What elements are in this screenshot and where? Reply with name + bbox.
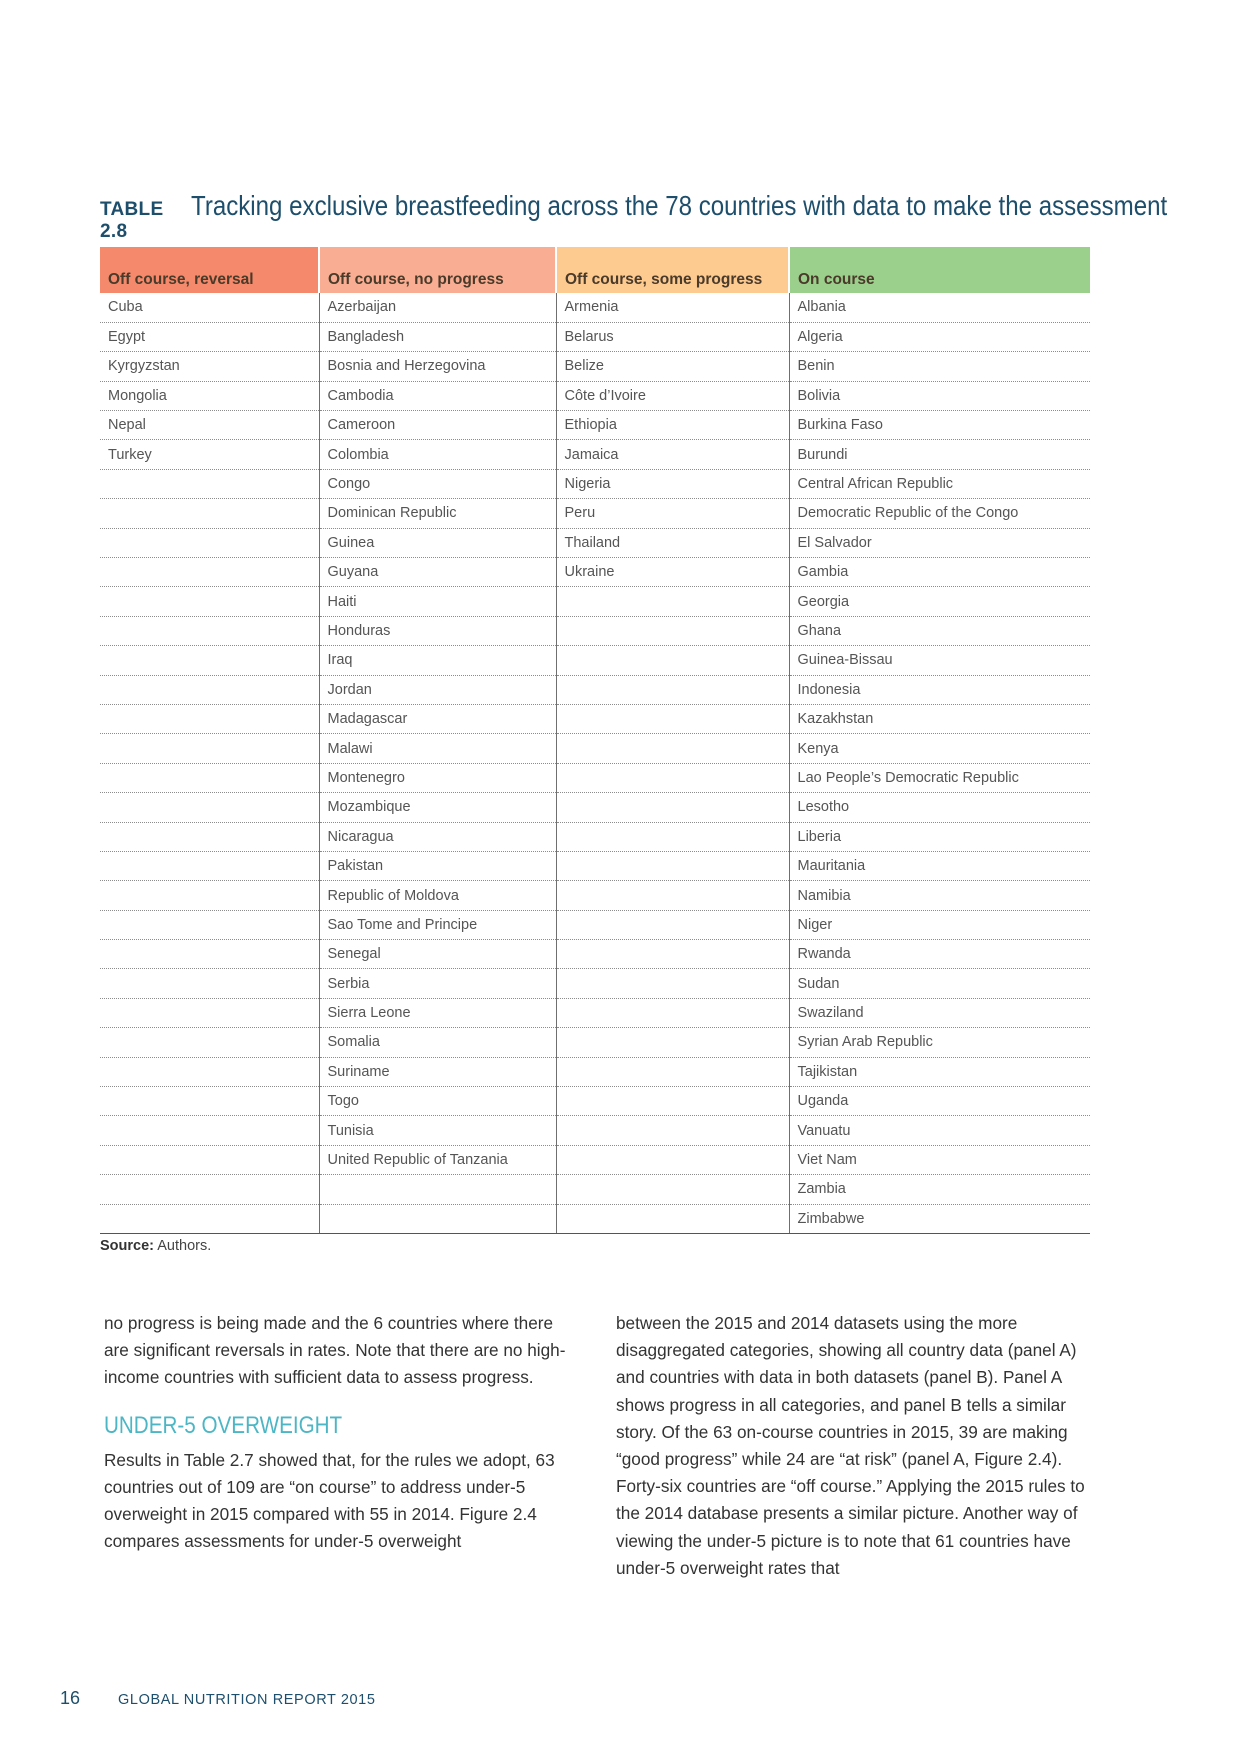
source-label: Source: — [100, 1238, 154, 1254]
table-row — [100, 704, 1090, 733]
table-cell — [100, 1145, 319, 1174]
table-cell: Sudan — [789, 969, 1090, 998]
table-cell: Burundi — [789, 440, 1090, 469]
table-cell: Republic of Moldova — [319, 881, 556, 910]
table-body — [100, 293, 1090, 1234]
table-cell: Gambia — [789, 558, 1090, 587]
table-title-row — [100, 190, 1168, 243]
table-row — [100, 1087, 1090, 1116]
table-cell — [556, 1175, 789, 1204]
table-cell — [319, 1175, 556, 1204]
table-cell: Cambodia — [319, 381, 556, 410]
table-row — [100, 1057, 1090, 1086]
table-cell: Congo — [319, 469, 556, 498]
table-cell: Central African Republic — [789, 469, 1090, 498]
table-cell: Cuba — [100, 293, 319, 322]
table-cell: Pakistan — [319, 851, 556, 880]
table-cell: Tunisia — [319, 1116, 556, 1145]
table-cell: Belize — [556, 352, 789, 381]
table-row — [100, 440, 1090, 469]
table-row — [100, 940, 1090, 969]
table-cell — [100, 616, 319, 645]
table-cell: Niger — [789, 910, 1090, 939]
table-cell: Haiti — [319, 587, 556, 616]
page-number: 16 — [60, 1688, 81, 1708]
table-cell: Tajikistan — [789, 1057, 1090, 1086]
table-row — [100, 587, 1090, 616]
table-cell — [100, 881, 319, 910]
table-row — [100, 793, 1090, 822]
table-cell — [556, 969, 789, 998]
table-cell: Ukraine — [556, 558, 789, 587]
table-cell: Bolivia — [789, 381, 1090, 410]
table-cell: Lesotho — [789, 793, 1090, 822]
table-cell — [100, 851, 319, 880]
table-cell: Azerbaijan — [319, 293, 556, 322]
table-cell — [100, 469, 319, 498]
header-on-course: On course — [789, 247, 1090, 293]
table-row — [100, 528, 1090, 557]
table-cell: Bosnia and Herzegovina — [319, 352, 556, 381]
table-cell — [100, 558, 319, 587]
table-cell — [100, 969, 319, 998]
table-cell — [100, 499, 319, 528]
table-cell: Suriname — [319, 1057, 556, 1086]
table-cell: Zambia — [789, 1175, 1090, 1204]
table-cell — [100, 763, 319, 792]
table-cell: Nepal — [100, 411, 319, 440]
body-column-left — [104, 1310, 574, 1556]
table-cell — [556, 1145, 789, 1174]
source-text: Authors. — [157, 1238, 212, 1254]
table-row — [100, 381, 1090, 410]
table-cell — [100, 1057, 319, 1086]
table-cell: Ghana — [789, 616, 1090, 645]
table-cell — [556, 734, 789, 763]
table-cell — [100, 587, 319, 616]
table-cell — [100, 704, 319, 733]
table-cell — [556, 675, 789, 704]
table-cell: Uganda — [789, 1087, 1090, 1116]
country-assessment-table — [100, 247, 1090, 1234]
table-cell: Malawi — [319, 734, 556, 763]
table-cell: Guinea — [319, 528, 556, 557]
table-row — [100, 1028, 1090, 1057]
table-cell: Guyana — [319, 558, 556, 587]
table-cell: Belarus — [556, 322, 789, 351]
table-cell: Benin — [789, 352, 1090, 381]
table-cell — [556, 763, 789, 792]
table-row — [100, 322, 1090, 351]
table-label: TABLE 2.8 — [100, 199, 164, 242]
table-cell: Sao Tome and Principe — [319, 910, 556, 939]
table-cell — [556, 881, 789, 910]
table-cell: Mozambique — [319, 793, 556, 822]
table-cell — [556, 704, 789, 733]
table-cell: Algeria — [789, 322, 1090, 351]
table-cell: Georgia — [789, 587, 1090, 616]
table-row — [100, 293, 1090, 322]
table-cell: Nigeria — [556, 469, 789, 498]
table-row — [100, 646, 1090, 675]
table-cell — [100, 822, 319, 851]
table-cell: Togo — [319, 1087, 556, 1116]
table-row — [100, 469, 1090, 498]
table-cell: Sierra Leone — [319, 998, 556, 1027]
table-cell — [556, 793, 789, 822]
table-cell: El Salvador — [789, 528, 1090, 557]
table-cell: Mauritania — [789, 851, 1090, 880]
table-row — [100, 822, 1090, 851]
table-cell: Armenia — [556, 293, 789, 322]
table-cell: Rwanda — [789, 940, 1090, 969]
table-cell: Somalia — [319, 1028, 556, 1057]
table-cell — [100, 1028, 319, 1057]
table-cell: Guinea-Bissau — [789, 646, 1090, 675]
table-cell — [556, 998, 789, 1027]
table-cell: Viet Nam — [789, 1145, 1090, 1174]
table-cell — [100, 1204, 319, 1233]
table-row — [100, 1204, 1090, 1233]
table-cell — [556, 822, 789, 851]
table-row — [100, 763, 1090, 792]
table-cell: Albania — [789, 293, 1090, 322]
table-cell: Turkey — [100, 440, 319, 469]
table-cell: Thailand — [556, 528, 789, 557]
table-row — [100, 1145, 1090, 1174]
table-cell — [100, 1087, 319, 1116]
table-cell: Indonesia — [789, 675, 1090, 704]
table-row — [100, 969, 1090, 998]
table-cell: Nicaragua — [319, 822, 556, 851]
table-cell: Vanuatu — [789, 1116, 1090, 1145]
page-footer — [60, 1688, 376, 1709]
table-cell: Montenegro — [319, 763, 556, 792]
table-row — [100, 616, 1090, 645]
table-cell — [556, 851, 789, 880]
table-cell: Jordan — [319, 675, 556, 704]
table-row — [100, 1175, 1090, 1204]
body-paragraph: Results in Table 2.7 showed that, for the rules we adopt, 63 countries out of 109 are “on course” to address under-5 overweight in 2015 compared with 55 in 2014. Figure 2.4 compares assessments for under-5 overweight — [104, 1449, 555, 1552]
table-cell: Mongolia — [100, 381, 319, 410]
table-cell: Jamaica — [556, 440, 789, 469]
table-row — [100, 910, 1090, 939]
report-name: GLOBAL NUTRITION REPORT 2015 — [118, 1692, 376, 1708]
table-cell: Ethiopia — [556, 411, 789, 440]
table-cell: Syrian Arab Republic — [789, 1028, 1090, 1057]
table-cell — [100, 1175, 319, 1204]
table-cell — [556, 1204, 789, 1233]
table-cell — [100, 793, 319, 822]
table-cell — [100, 734, 319, 763]
table-cell — [556, 1057, 789, 1086]
table-cell: Cameroon — [319, 411, 556, 440]
table-cell: Burkina Faso — [789, 411, 1090, 440]
table-cell — [100, 1116, 319, 1145]
table-cell — [556, 587, 789, 616]
header-off-course-reversal: Off course, reversal — [100, 247, 319, 293]
table-cell: United Republic of Tanzania — [319, 1145, 556, 1174]
table-cell — [556, 1116, 789, 1145]
table-cell: Egypt — [100, 322, 319, 351]
table-cell — [556, 910, 789, 939]
table-cell: Madagascar — [319, 704, 556, 733]
table-row — [100, 558, 1090, 587]
table-cell — [319, 1204, 556, 1233]
table-cell: Democratic Republic of the Congo — [789, 499, 1090, 528]
table-row — [100, 499, 1090, 528]
table-row — [100, 352, 1090, 381]
table-cell: Namibia — [789, 881, 1090, 910]
table-cell: Iraq — [319, 646, 556, 675]
table-row — [100, 1116, 1090, 1145]
table-row — [100, 998, 1090, 1027]
table-cell: Bangladesh — [319, 322, 556, 351]
table-cell — [556, 1087, 789, 1116]
table-cell: Lao People’s Democratic Republic — [789, 763, 1090, 792]
table-cell — [100, 998, 319, 1027]
table-cell — [100, 940, 319, 969]
table-cell: Kyrgyzstan — [100, 352, 319, 381]
table-row — [100, 734, 1090, 763]
table-row — [100, 851, 1090, 880]
section-heading: UNDER-5 OVERWEIGHT — [104, 1411, 343, 1439]
table-title: Tracking exclusive breastfeeding across the 78 countries with data to make the assessment — [191, 190, 1168, 221]
table-cell — [100, 646, 319, 675]
body-paragraph: between the 2015 and 2014 datasets using the more disaggregated categories, showing all country data (panel A) and countries with data in both datasets (panel B). Panel A shows progress in all categories, and panel B tells a similar story. Of the 63 on-course countries in 2015, 39 are making “good progress” while 24 are “at risk” (panel A, Figure 2.4). Forty-six countries are “off course.” Applying the 2015 rules to the 2014 database presents a similar picture. Another way of viewing the under-5 picture is to note that 61 countries have under-5 overweight rates that — [616, 1313, 1085, 1578]
table-cell: Liberia — [789, 822, 1090, 851]
table-cell — [100, 910, 319, 939]
table-cell: Serbia — [319, 969, 556, 998]
table-cell — [100, 675, 319, 704]
table-header-row — [100, 247, 1090, 293]
table-cell: Côte d’Ivoire — [556, 381, 789, 410]
table-cell — [556, 646, 789, 675]
table-cell: Honduras — [319, 616, 556, 645]
table-row — [100, 881, 1090, 910]
body-column-right — [616, 1310, 1086, 1582]
header-off-course-some-progress: Off course, some progress — [556, 247, 789, 293]
table-cell: Zimbabwe — [789, 1204, 1090, 1233]
table-source — [100, 1238, 211, 1254]
table-cell: Kenya — [789, 734, 1090, 763]
body-paragraph: no progress is being made and the 6 countries where there are significant reversals in rates. Note that there are no high-income countries with sufficient data to assess progress. — [104, 1313, 566, 1388]
table-cell: Dominican Republic — [319, 499, 556, 528]
table-cell — [556, 1028, 789, 1057]
table-cell — [100, 528, 319, 557]
table-cell — [556, 940, 789, 969]
table-cell: Peru — [556, 499, 789, 528]
table-cell: Swaziland — [789, 998, 1090, 1027]
header-off-course-no-progress: Off course, no progress — [319, 247, 556, 293]
table-cell: Colombia — [319, 440, 556, 469]
table-row — [100, 411, 1090, 440]
table-row — [100, 675, 1090, 704]
table-cell — [556, 616, 789, 645]
table-cell: Senegal — [319, 940, 556, 969]
table-cell: Kazakhstan — [789, 704, 1090, 733]
